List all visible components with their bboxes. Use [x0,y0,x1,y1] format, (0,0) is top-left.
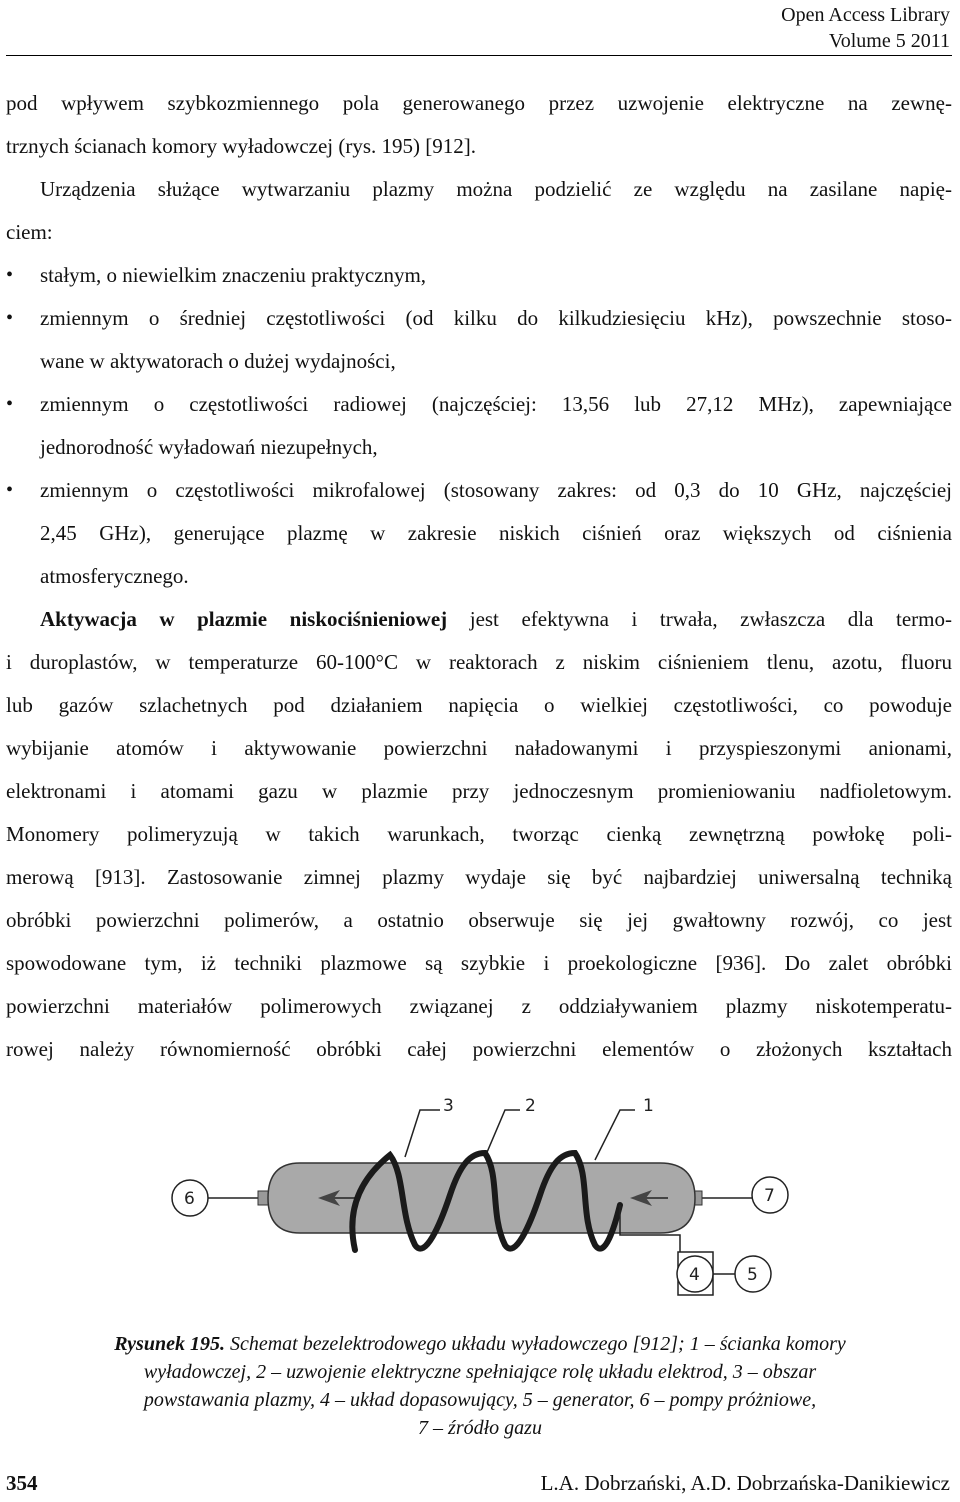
caption-text: Schemat bezelektrodowego układu wyładowczego [912]; 1 – ścianka komory [229,1333,846,1355]
text-line: stałym, o niewielkim znaczeniu praktycznym, [40,263,427,287]
text-line: atmosferycznego. [40,564,189,588]
list-item [6,297,952,383]
text-line: elektronami i atomami gazu w plazmie przy jednoczesnym promieniowaniu nadfioletowym. [6,779,952,803]
text-line: wane w aktywatorach o dużej wydajności, [40,349,396,373]
footer-authors: L.A. Dobrzański, A.D. Dobrzańska-Danikiewicz [540,1471,950,1495]
list-item [6,254,952,297]
caption-line: powstawania plazmy, 4 – układ dopasowujący, 5 – generator, 6 – pompy próżniowe, [143,1389,817,1411]
discharge-system-diagram [150,1085,810,1310]
leader-line-2 [485,1110,520,1157]
label-1: 1 [643,1096,654,1116]
label-7: 7 [764,1186,775,1206]
header-rule [6,55,952,56]
label-2: 2 [525,1096,536,1116]
text-line: merową [913]. Zastosowanie zimnej plazmy wydaje się być najbardziej uniwersalną techniką [6,865,952,889]
bullet-icon: • [6,264,14,286]
text-line: zmiennym o częstotliwości radiowej (najczęściej: 13,56 lub 27,12 MHz), zapewniające [40,392,952,416]
bullet-icon: • [6,393,14,415]
figure-caption [20,1330,940,1442]
text-line: pod wpływem szybkozmiennego pola generowanego przez uzwojenie elektryczne na zewnę- [6,91,952,115]
text-line [6,598,952,641]
list-item [6,469,952,598]
text-line: Monomery polimeryzują w takich warunkach, tworząc cienką zewnętrzną powłokę poli- [6,822,952,846]
caption-line: 7 – źródło gazu [418,1417,542,1439]
text-line: 2,45 GHz), generujące plazmę w zakresie niskich ciśnień oraz większych od ciśnienia [40,521,952,545]
text-line: rowej należy równomierność obróbki całej powierzchni elementów o złożonych kształtach [6,1037,952,1061]
text-line: ciem: [6,220,53,244]
text-line: zmiennym o częstotliwości mikrofalowej (stosowany zakres: od 0,3 do 10 GHz, najczęściej [40,478,952,502]
journal-title: Open Access Library [781,4,950,26]
bullet-icon: • [6,479,14,501]
text-line: jednorodność wyładowań niezupełnych, [40,435,378,459]
list-item [6,383,952,469]
text-line: Urządzenia służące wytwarzaniu plazmy można podzielić ze względu na zasilane napię- [40,177,952,201]
text-line: lub gazów szlachetnych pod działaniem napięcia o wielkiej częstotliwości, co powoduje [6,693,952,717]
label-4: 4 [689,1265,700,1285]
page-number: 354 [6,1471,38,1495]
text-line: trznych ścianach komory wyładowczej (rys. 195) [912]. [6,134,477,158]
label-3: 3 [443,1096,454,1116]
caption-line [20,1330,940,1358]
journal-volume: Volume 5 2011 [828,30,950,52]
bold-term: Aktywacja w plazmie niskociśnieniowej [40,607,448,631]
text-line: wybijanie atomów i aktywowanie powierzchni naładowanymi i przyspieszonymi anionami, [6,736,952,760]
label-5: 5 [747,1265,758,1285]
text-run: jest efektywna i trwała, zwłaszcza dla termo- [469,607,952,631]
label-6: 6 [184,1189,195,1209]
text-line: i duroplastów, w temperaturze 60-100°C w reaktorach z niskim ciśnieniem tlenu, azotu, fluoru [6,650,952,674]
body-text [6,82,952,1071]
text-line: powierzchni materiałów polimerowych związanej z oddziaływaniem plazmy niskotemperatu- [6,994,952,1018]
text-line: obróbki powierzchni polimerów, a ostatnio obserwuje się jej gwałtowny rozwój, co jest [6,908,952,932]
text-line: spowodowane tym, iż techniki plazmowe są szybkie i proekologiczne [936]. Do zalet obróbki [6,951,952,975]
bullet-icon: • [6,307,14,329]
leader-line-1 [595,1110,635,1160]
running-header [781,2,950,54]
leader-line-3 [405,1110,440,1157]
caption-line: wyładowczej, 2 – uzwojenie elektryczne spełniające rolę układu elektrod, 3 – obszar [143,1361,817,1383]
text-line: zmiennym o średniej częstotliwości (od kilku do kilkudziesięciu kHz), powszechnie stoso- [40,306,952,330]
caption-label: Rysunek 195. [114,1333,225,1355]
